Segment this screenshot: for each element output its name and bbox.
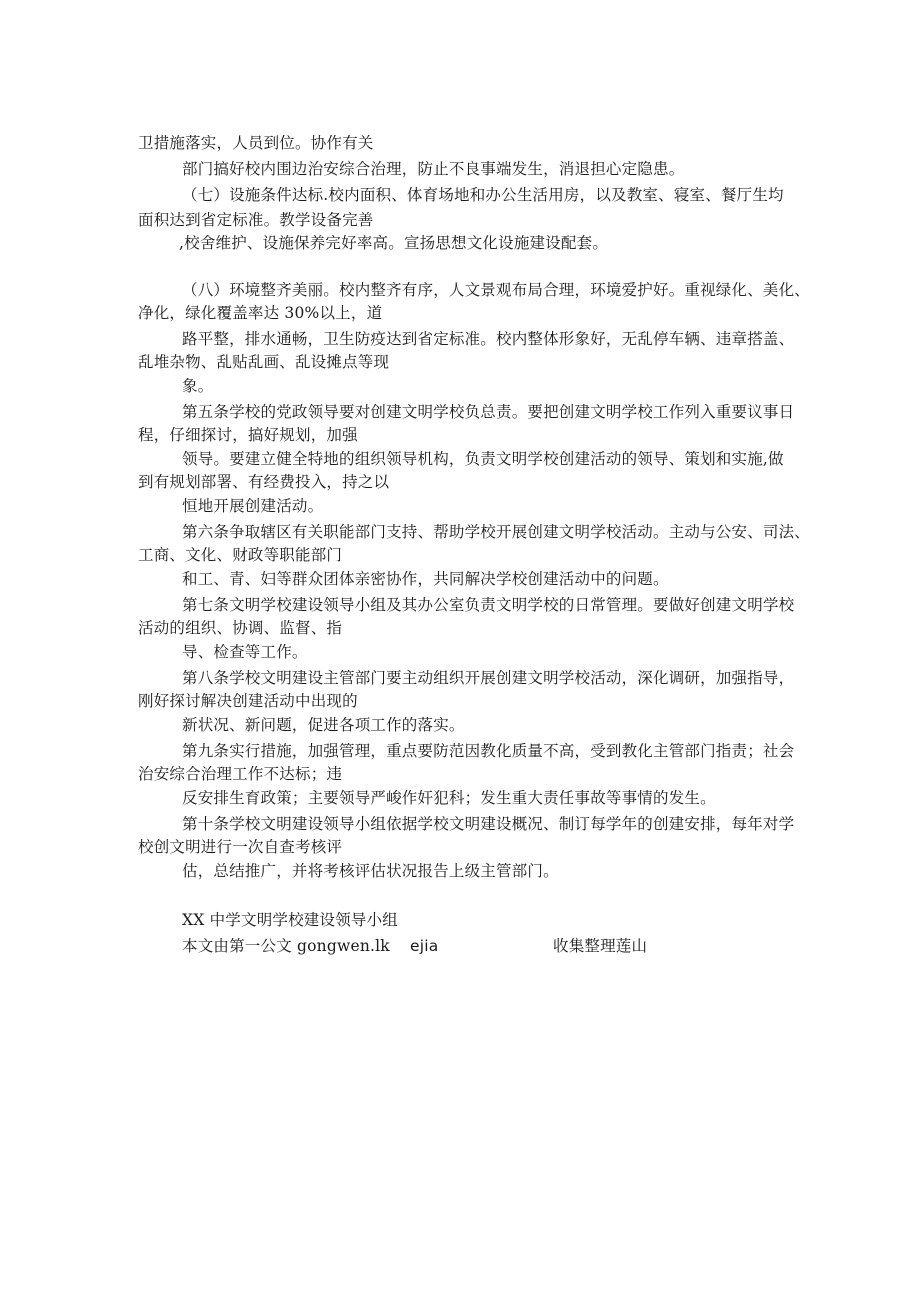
text-line: ,校舍维护、设施保养完好率高。宣扬思想文化设施建设配套。: [179, 234, 609, 252]
footer-collected: 收集整理莲山: [553, 937, 648, 955]
text-line: 到有规划部署、有经费投入，持之以: [138, 473, 390, 491]
text-line: 工商、文化、财政等职能部门: [138, 546, 343, 564]
text-line: 导、检查等工作。: [182, 643, 308, 661]
text-line: 第八条学校文明建设主管部门要主动组织开展创建文明学校活动，深化调研，加强指导，: [182, 669, 795, 687]
text-line: 领导。要建立健全特地的组织领导机构，负责文明学校创建活动的领导、策划和实施,做: [182, 450, 784, 468]
text-line: 乱堆杂物、乱贴乱画、乱设摊点等现: [138, 353, 390, 371]
text-line: 面积达到省定标准。教学设备完善: [138, 211, 374, 229]
text-line: 校创文明进行一次自查考核评: [138, 838, 343, 856]
footer-source: 本文由第一公文 gongwen.lk: [182, 937, 390, 955]
text-line: 和工、青、妇等群众团体亲密协作，共同解决学校创建活动中的问题。: [182, 570, 669, 588]
text-line: 卫措施落实，人员到位。协作有关: [138, 134, 374, 152]
text-line: 第七条文明学校建设领导小组及其办公室负责文明学校的日常管理。要做好创建文明学校: [182, 596, 795, 614]
text-line: 程，仔细探讨，搞好规划，加强: [138, 426, 358, 444]
text-line: 第五条学校的党政领导要对创建文明学校负总责。要把创建文明学校工作列入重要议事日: [182, 403, 795, 421]
text-line: 恒地开展创建活动。: [182, 497, 324, 515]
signature: XX 中学文明学校建设领导小组: [182, 911, 398, 929]
text-line: 刚好探讨解决创建活动中出现的: [138, 692, 358, 710]
text-line: 象。: [182, 377, 214, 395]
text-line: 活动的组织、协调、监督、指: [138, 619, 343, 637]
text-line: （七）设施条件达标.校内面积、体育场地和办公生活用房，以及教室、寝室、餐厅生均: [182, 186, 784, 204]
text-line: 部门搞好校内围边治安综合治理，防止不良事端发生，消退担心定隐患。: [182, 160, 685, 178]
text-line: 反安排生育政策；主要领导严峻作奸犯科；发生重大责任事故等事情的发生。: [182, 789, 716, 807]
text-line: 第十条学校文明建设领导小组依据学校文明建设概况、制订每学年的创建安排，每年对学: [182, 815, 795, 833]
text-line: 第六条争取辖区有关职能部门支持、帮助学校开展创建文明学校活动。主动与公安、司法、: [182, 523, 811, 541]
text-line: 治安综合治理工作不达标；违: [138, 765, 343, 783]
text-line: 新状况、新问题，促进各项工作的落实。: [182, 716, 465, 734]
text-line: 估，总结推广，并将考核评估状况报告上级主管部门。: [182, 862, 559, 880]
text-line: 路平整，排水通畅，卫生防疫达到省定标准。校内整体形象好，无乱停车辆、违章搭盖、: [182, 330, 795, 348]
text-line: 净化，绿化覆盖率达 30%以上，道: [138, 304, 383, 322]
text-line: （八）环境整齐美丽。校内整齐有序，人文景观布局合理，环境爱护好。重视绿化、美化、: [182, 281, 811, 299]
text-line: 第九条实行措施，加强管理，重点要防范因教化质量不高，受到教化主管部门指责；社会: [182, 742, 795, 760]
footer-source-cont: ejia: [410, 937, 439, 955]
